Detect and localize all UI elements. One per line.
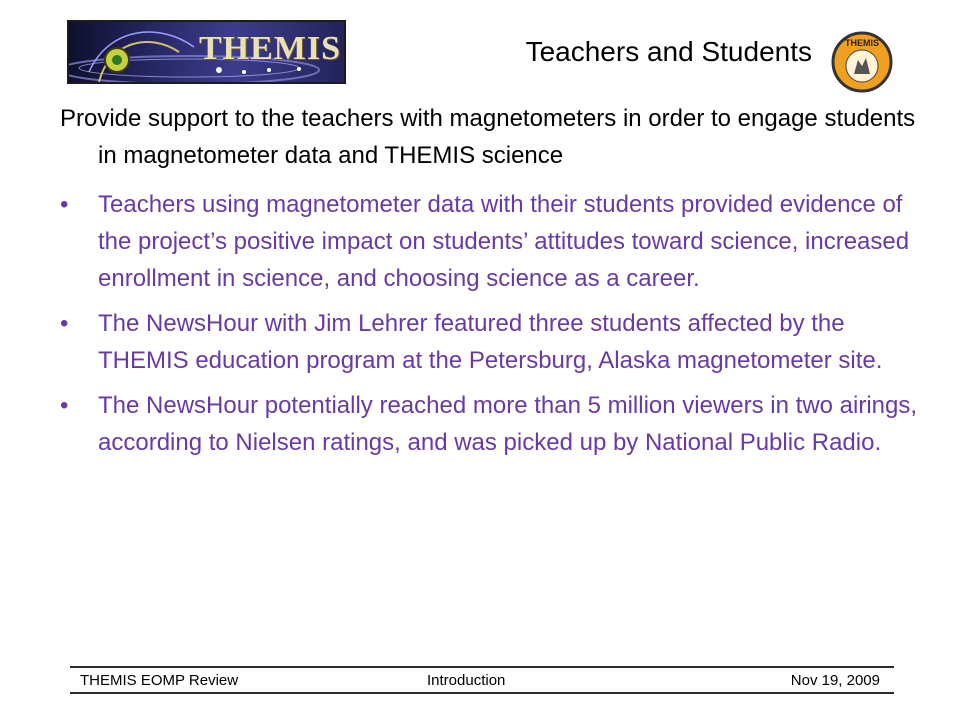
bullet-list <box>60 186 930 461</box>
footer-right: Nov 19, 2009 <box>790 672 880 689</box>
list-item <box>60 186 930 297</box>
list-item <box>60 305 930 379</box>
list-item <box>60 387 930 461</box>
themis-badge-logo <box>830 30 894 94</box>
intro-paragraph: Provide support to the teachers with magnetometers in order to engage students in magnetometer data and THEMIS science <box>60 105 916 169</box>
slide-content <box>60 100 930 461</box>
slide-title: Teachers and Students <box>525 36 812 67</box>
themis-wordmark: THEMIS <box>199 30 342 67</box>
bullet-icon: • <box>60 191 69 218</box>
bullet-text: Teachers using magnetometer data with their students provided evidence of the project’s positive impact on students’ attitudes toward science, increased enrollment in science, and choosing science as a career. <box>98 191 910 292</box>
footer-bottom-divider <box>70 692 894 694</box>
footer-divider <box>70 666 894 668</box>
badge-icon <box>830 30 894 94</box>
themis-banner-logo <box>67 20 346 84</box>
footer-center: Introduction <box>427 672 506 689</box>
footer-left: THEMIS EOMP Review <box>80 672 239 689</box>
badge-text: THEMIS <box>844 38 880 48</box>
bullet-text: The NewsHour with Jim Lehrer featured three students affected by the THEMIS education program at the Petersburg, Alaska magnetometer site. <box>98 310 883 374</box>
bullet-icon: • <box>60 310 69 337</box>
bullet-text: The NewsHour potentially reached more than 5 million viewers in two airings, according to Nielsen ratings, and was picked up by National Public Radio. <box>98 392 918 456</box>
bullet-icon: • <box>60 392 69 419</box>
